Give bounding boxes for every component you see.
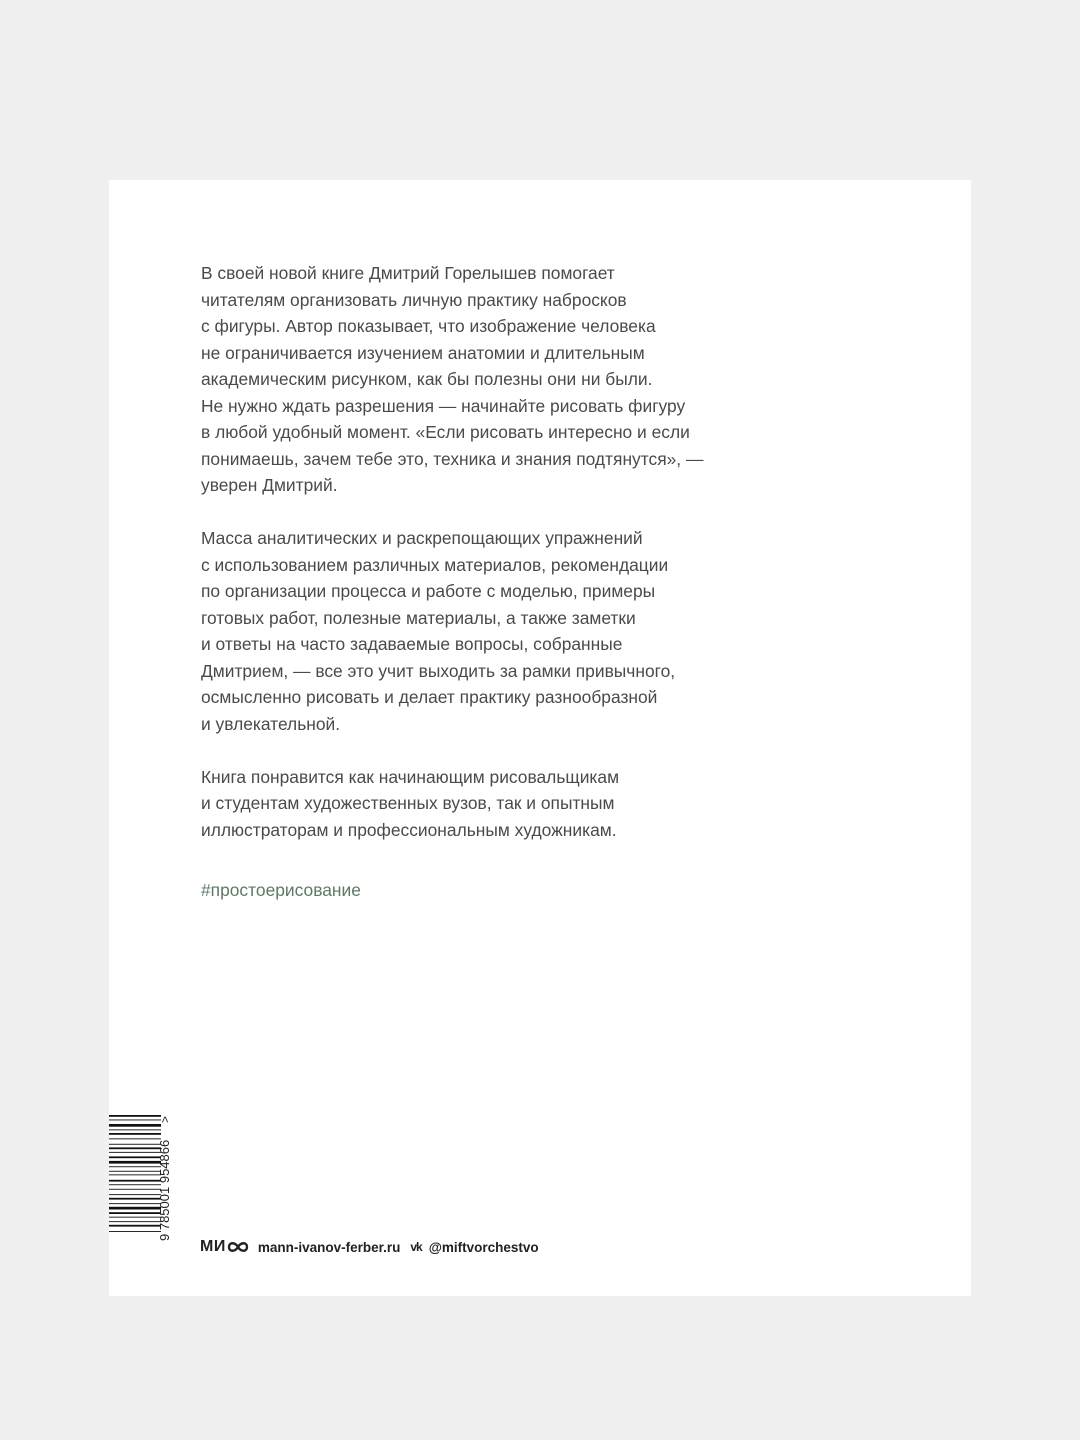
- infinity-icon: [227, 1241, 249, 1253]
- barcode-bar: [109, 1147, 161, 1149]
- vk-icon[interactable]: vk: [410, 1240, 422, 1254]
- barcode-bar: [109, 1124, 161, 1127]
- barcode-bar: [109, 1184, 161, 1185]
- svg-text:>: >: [158, 1115, 172, 1123]
- publisher-logo: [200, 1238, 249, 1256]
- website-link[interactable]: mann-ivanov-ferber.ru: [257, 1239, 401, 1255]
- hashtag: #простоерисование: [201, 880, 361, 900]
- barcode-bar: [109, 1133, 161, 1135]
- barcode-bar: [109, 1115, 161, 1117]
- barcode-bar: [109, 1161, 161, 1164]
- description-paragraph-3: Книга понравится как начинающим рисовальщикам и студентам художественных вузов, так и опытным иллюстраторам и профессиональным художникам.: [201, 766, 620, 840]
- publisher-logo-text: МИ: [200, 1238, 226, 1255]
- barcode-bar: [109, 1194, 161, 1195]
- book-back-cover: [109, 180, 971, 1296]
- barcode-bar: [109, 1144, 161, 1145]
- barcode-bar: [109, 1171, 161, 1172]
- barcode-bar: [109, 1203, 161, 1204]
- barcode-bar: [109, 1138, 161, 1139]
- barcode-number: 9 785001 954866: [157, 1139, 172, 1241]
- social-handle[interactable]: @miftvorchestvo: [428, 1239, 539, 1255]
- footer: [200, 1238, 539, 1256]
- barcode-bar: [109, 1221, 161, 1222]
- barcode-bar: [109, 1156, 161, 1158]
- barcode-bar: [109, 1231, 161, 1232]
- description-paragraph-1: В своей новой книге Дмитрий Горелышев помогает читателям организовать личную практику набросков с фигуры. Автор показывает, что изображение человека не ограничивается изучением анатомии и длительным академическим рисунком, как бы полезны они ни были. Не нужно ждать разрешения — начинайте рисовать фигуру в любой удобный момент. «Если рисовать интересно и если понимаешь, зачем тебе это, техника и знания подтянутся», — уверен Дмитрий.: [201, 263, 704, 495]
- barcode-bar: [109, 1180, 161, 1182]
- barcode-bar: [109, 1225, 161, 1227]
- barcode-bar: [109, 1217, 161, 1218]
- barcode-bar: [109, 1174, 161, 1175]
- barcode-bar: [109, 1198, 161, 1200]
- barcode: [109, 1113, 179, 1241]
- description-paragraph-2: Масса аналитических и раскрепощающих упражнений с использованием различных материалов, рекомендации по организации процесса и работе с моделью, примеры готовых работ, полезные материалы, а также заметки и ответы на часто задаваемые вопросы, собранные Дмитрием, — все это учит выходить за рамки привычного, осмысленно рисовать и делает практику разнообразной и увлекательной.: [201, 528, 676, 734]
- barcode-bar: [109, 1152, 161, 1153]
- barcode-bar: [109, 1189, 161, 1190]
- barcode-bars: [109, 1115, 161, 1232]
- barcode-bar: [109, 1212, 161, 1214]
- barcode-bar: [109, 1166, 161, 1167]
- barcode-bar: [109, 1207, 161, 1210]
- description-text: [201, 260, 761, 843]
- barcode-bar: [109, 1120, 161, 1121]
- barcode-bar: [109, 1129, 161, 1130]
